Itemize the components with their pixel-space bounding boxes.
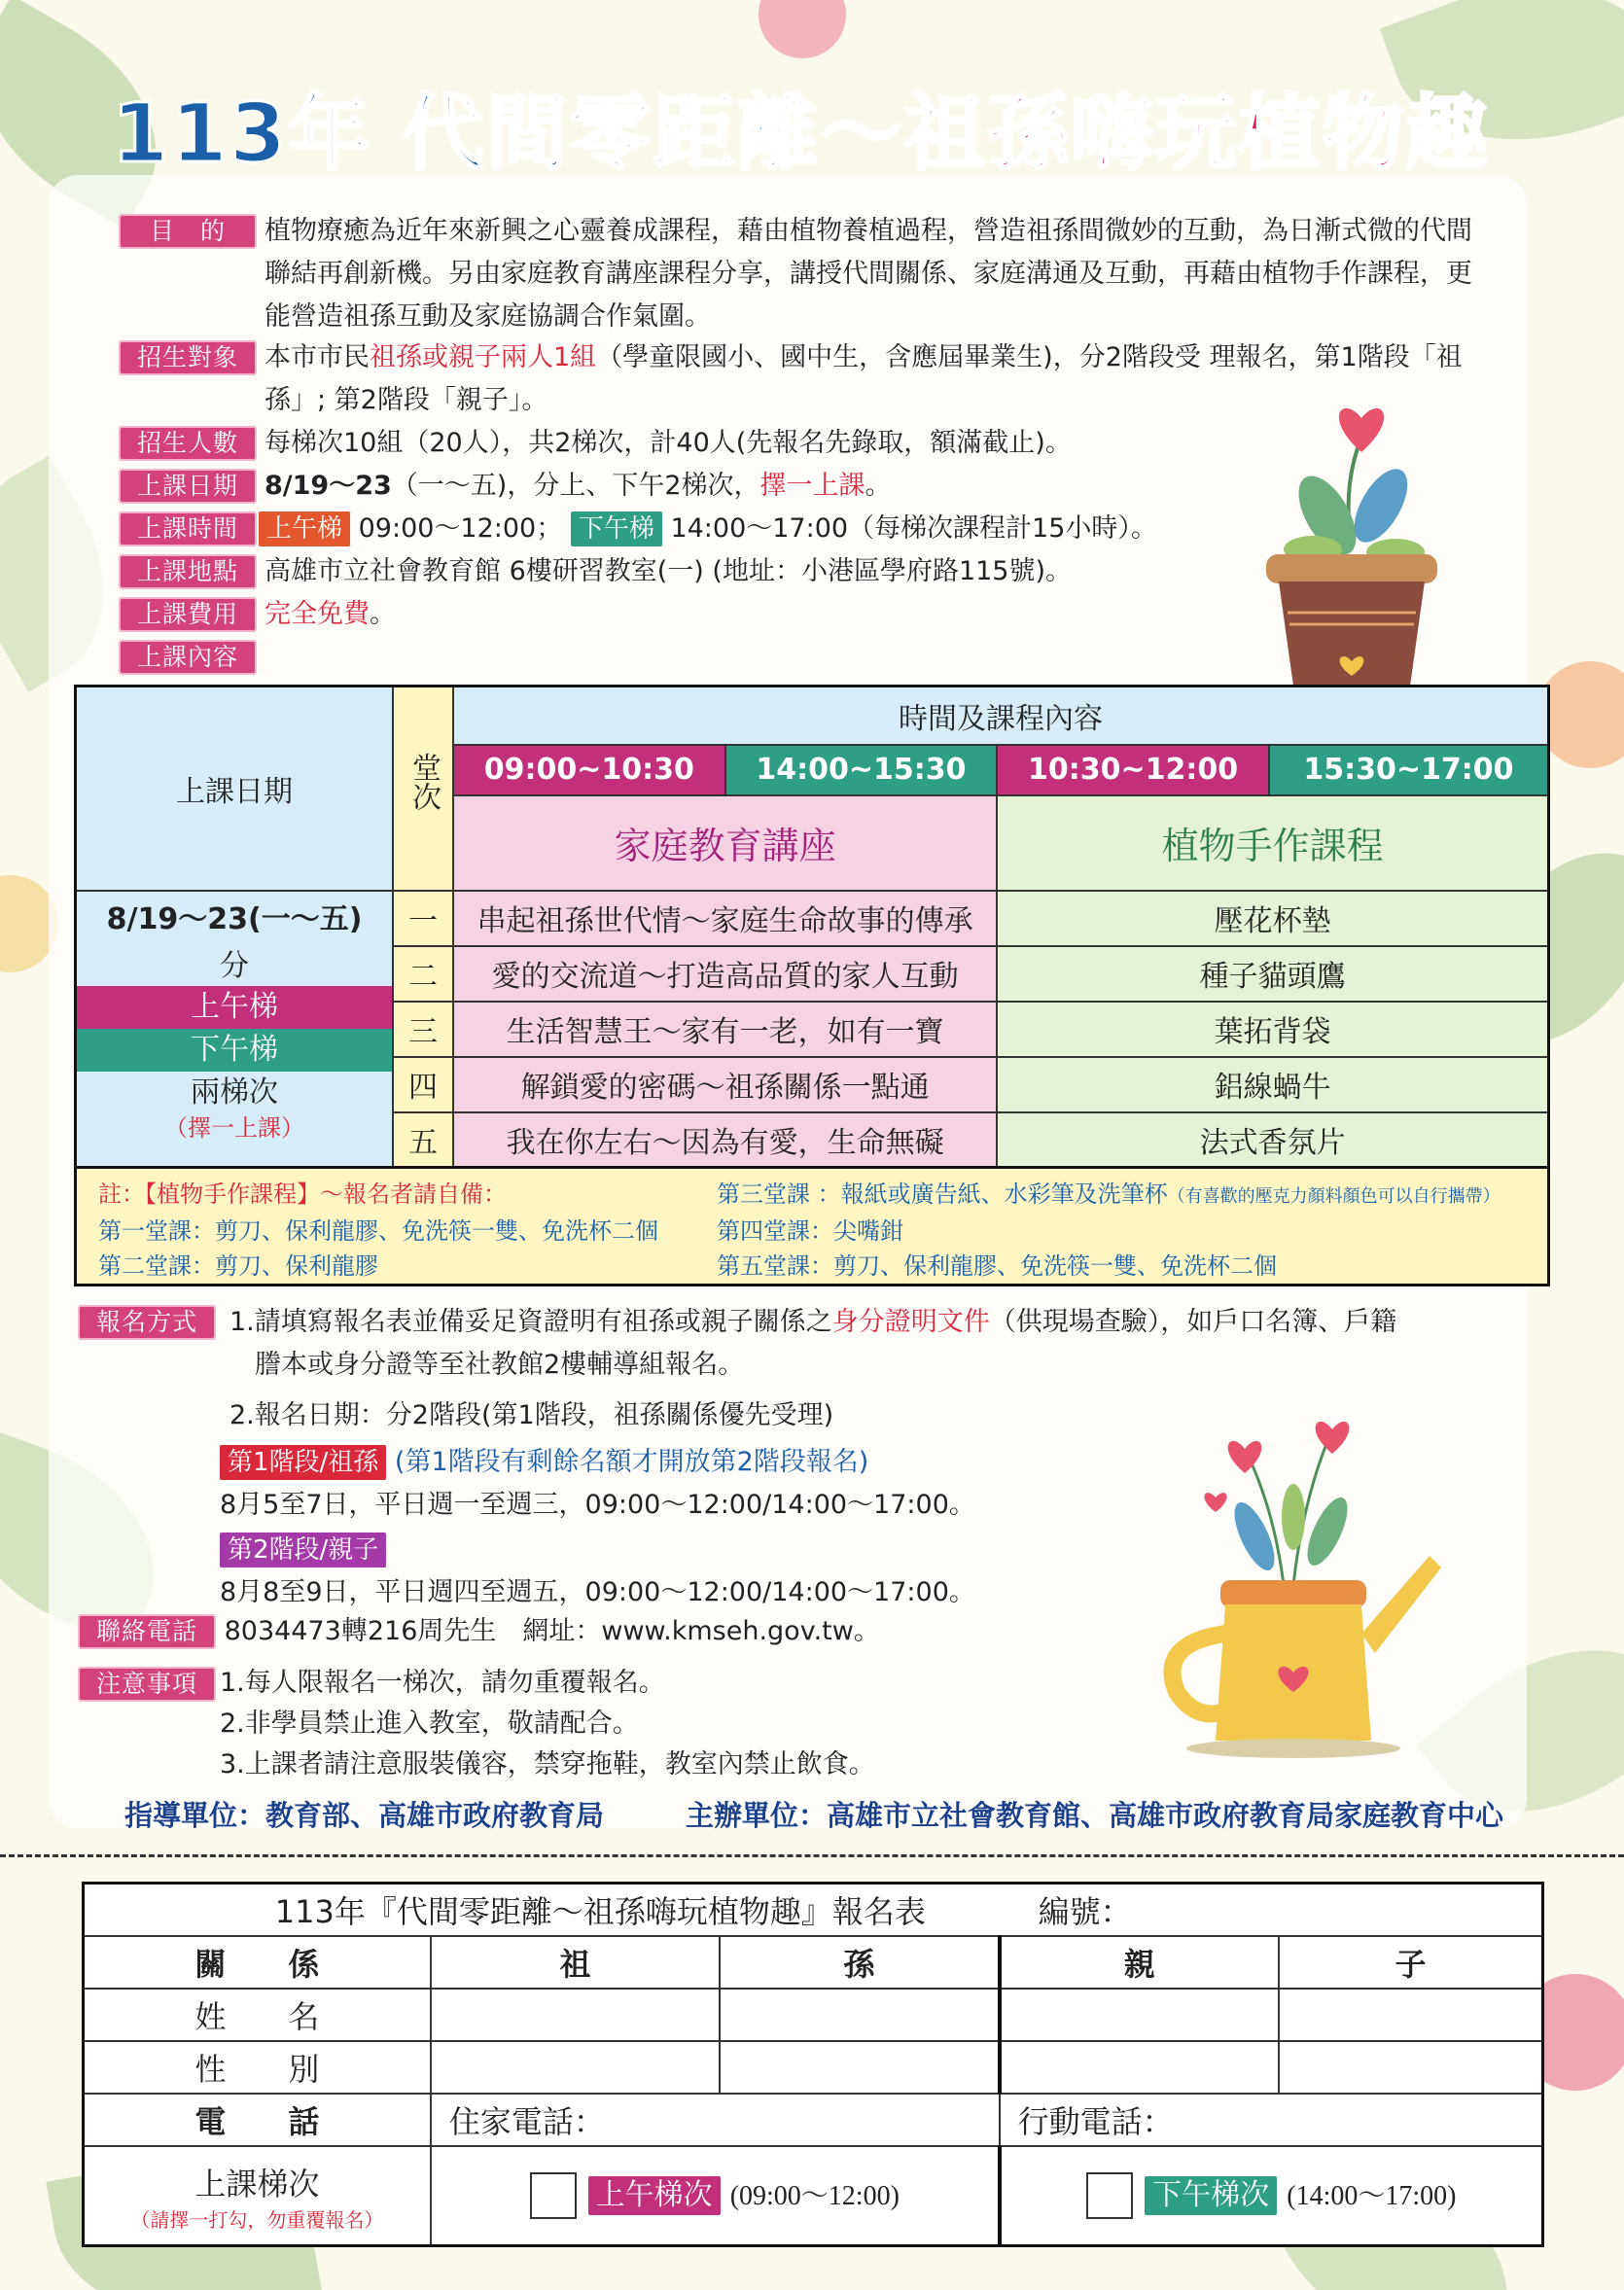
note-title: 註：【植物手作課程】～報名者請自備：	[98, 1180, 507, 1208]
am-choice-tag: 上午梯次	[588, 2176, 721, 2215]
gender-field-grandchild[interactable]	[720, 2041, 999, 2094]
purpose-line: 聯結再創新機。另由家庭教育講座課程分享，講授代間關係、家庭溝通及互動，再藉由植物手作課程，更	[265, 259, 1472, 289]
session-number: 五	[393, 1112, 453, 1168]
gender-field-child[interactable]	[1279, 2041, 1542, 2094]
time-slot: 09:00~10:30	[453, 745, 725, 795]
grandchild-col: 孫	[720, 1936, 999, 1989]
session-number: 二	[393, 946, 453, 1002]
craft-title: 葉拓背袋	[997, 1002, 1548, 1057]
date-text	[265, 465, 892, 508]
date-label: 上課日期	[119, 469, 257, 504]
target-pre: 本市市民	[265, 342, 370, 372]
session-choice-note: （請擇一打勾，勿重覆報名）	[130, 2207, 384, 2232]
note-item: 第二堂課：剪刀、保利龍膠	[98, 1252, 378, 1280]
name-field-parent[interactable]	[1000, 1989, 1279, 2041]
title-part1: 113年 代間零距離～	[112, 86, 904, 181]
target-post: （學童限國小、國中生，含應屆畢業生)，分2階段受 理報名，第1階段「祖	[596, 342, 1463, 372]
name-label: 姓 名	[84, 1989, 431, 2041]
count-text: 每梯次10組（20人），共2梯次，計40人(先報名先錄取，額滿截止)。	[265, 428, 1072, 458]
fee-label: 上課費用	[119, 597, 257, 632]
session-number: 四	[393, 1057, 453, 1112]
note-item: 第一堂課：剪刀、保利龍膠、免洗筷一雙、免洗杯二個	[98, 1217, 658, 1245]
flower-decoration	[759, 0, 846, 58]
date-header: 上課日期	[76, 687, 394, 891]
am-choice[interactable]	[431, 2146, 1000, 2246]
title-part2: 祖孫嗨玩植物趣	[903, 86, 1490, 181]
phone-label: 電 話	[84, 2094, 431, 2146]
signup-line1-pre: 1.請填寫報名表並備妥足資證明有祖孫或親子關係之	[229, 1307, 832, 1337]
date-end: 。	[865, 471, 892, 501]
gender-field-grandparent[interactable]	[431, 2041, 720, 2094]
materials-note	[74, 1169, 1550, 1286]
target-highlight: 祖孫或親子兩人1組	[370, 342, 597, 372]
pm-tag: 下午梯	[571, 511, 662, 546]
signup-line1-post: （供現場查驗），如戶口名簿、戶籍	[989, 1307, 1397, 1337]
stage1-date: 8月5至7日，平日週一至週三，09:00～12:00/14:00～17:00。	[220, 1490, 975, 1520]
notice-item: 1.每人限報名一梯次，請勿重覆報名。	[220, 1668, 665, 1698]
pm-choice[interactable]	[1000, 2146, 1543, 2246]
note-item	[717, 1175, 1500, 1209]
date-bold: 8/19～23	[265, 471, 392, 501]
date-mid: （一～五)，分上、下午2梯次，	[391, 471, 760, 501]
form-serial: 編號：	[1000, 1884, 1543, 1937]
name-field-grandchild[interactable]	[720, 1989, 999, 2041]
count-label: 招生人數	[119, 426, 257, 461]
contact-text: 8034473轉216周先生 網址：www.kmseh.gov.tw。	[224, 1616, 880, 1646]
guide-unit: 指導單位：教育部、高雄市政府教育局	[124, 1799, 605, 1832]
course-lecture-header: 家庭教育講座	[453, 795, 997, 891]
mobile-phone-field[interactable]: 行動電話：	[1000, 2094, 1543, 2146]
home-phone-field[interactable]: 住家電話：	[431, 2094, 1000, 2146]
note-item-3a: 第三堂課 ：報紙或廣告紙、水彩筆及洗筆杯	[717, 1180, 1168, 1208]
craft-title: 種子貓頭鷹	[997, 946, 1548, 1002]
stage2-row	[220, 1529, 386, 1571]
flower-pot-illustration	[1245, 379, 1459, 710]
time-label: 上課時間	[119, 511, 257, 546]
stage1-tag: 第1階段/祖孫	[220, 1445, 386, 1480]
fee-end: 。	[370, 599, 396, 629]
lecture-title: 我在你左右～因為有愛，生命無礙	[453, 1112, 997, 1168]
stage1-note: (第1階段有剩餘名額才開放第2階段報名)	[394, 1447, 869, 1477]
form-title: 113年『代間零距離～祖孫嗨玩植物趣』報名表	[84, 1884, 1000, 1937]
note-item: 第五堂課：剪刀、保利龍膠、免洗筷一雙、免洗杯二個	[717, 1252, 1277, 1280]
signup-line1-red: 身分證明文件	[831, 1307, 990, 1337]
contact-label: 聯絡電話	[78, 1614, 216, 1649]
am-tag: 上午梯	[259, 511, 350, 546]
time-header: 時間及課程內容	[453, 687, 1549, 745]
signup-line1	[229, 1301, 1396, 1344]
place-text: 高雄市立社會教育館 6樓研習教室(一) (地址：小港區學府路115號)。	[265, 556, 1073, 586]
lecture-title: 解鎖愛的密碼～祖孫關係一點通	[453, 1057, 997, 1112]
notice-item: 2.非學員禁止進入教室，敬請配合。	[220, 1709, 639, 1739]
time-slot: 14:00~15:30	[725, 745, 998, 795]
stage1-row	[220, 1441, 868, 1484]
target-line2: 孫」; 第2階段「親子」。	[265, 385, 548, 415]
stage2-date: 8月8至9日，平日週四至週五，09:00～12:00/14:00～17:00。	[220, 1577, 975, 1607]
purpose-text	[265, 210, 1472, 338]
time-slot: 15:30~17:00	[1269, 745, 1549, 795]
place-label: 上課地點	[119, 554, 257, 589]
host-unit: 主辦單位：高雄市立社會教育館、高雄市政府教育局家庭教育中心	[686, 1799, 1504, 1832]
date-range: 8/19～23(一～五)	[106, 901, 363, 936]
name-field-grandparent[interactable]	[431, 1989, 720, 2041]
am-session-label: 上午梯	[77, 986, 392, 1029]
registration-form	[82, 1882, 1544, 2247]
name-field-child[interactable]	[1279, 1989, 1542, 2041]
notice-item: 3.上課者請注意服裝儀容，禁穿拖鞋，教室內禁止飲食。	[220, 1749, 875, 1779]
choose-one: （擇一上課）	[164, 1113, 305, 1142]
cut-line	[0, 1854, 1624, 1857]
session-header-text: 堂次	[406, 752, 441, 811]
page-title	[112, 68, 1490, 186]
pm-time: 14:00～17:00（每梯次課程計15小時）。	[670, 513, 1157, 544]
pm-session-label: 下午梯	[77, 1029, 392, 1072]
grandparent-col: 祖	[431, 1936, 720, 1989]
signup-line2: 謄本或身分證等至社教館2樓輔導組報名。	[255, 1350, 745, 1380]
signup-label: 報名方式	[78, 1305, 216, 1340]
am-time: 09:00～12:00；	[358, 513, 563, 544]
note-item: 第四堂課：尖嘴鉗	[717, 1217, 903, 1245]
stage2-tag: 第2階段/親子	[220, 1533, 386, 1568]
gender-field-parent[interactable]	[1000, 2041, 1279, 2094]
content-label: 上課內容	[119, 640, 257, 675]
fee-highlight: 完全免費	[265, 599, 370, 629]
contact-row	[78, 1610, 880, 1653]
schedule-table	[74, 685, 1550, 1169]
craft-title: 鋁線蝸牛	[997, 1057, 1548, 1112]
split-text: 分	[220, 948, 250, 983]
lecture-title: 愛的交流道～打造高品質的家人互動	[453, 946, 997, 1002]
session-number: 一	[393, 891, 453, 946]
pm-choice-time: (14:00～17:00)	[1287, 2181, 1457, 2211]
child-col: 子	[1279, 1936, 1542, 1989]
am-checkbox[interactable]	[530, 2172, 577, 2219]
session-choice-text: 上課梯次	[194, 2165, 320, 2202]
fee-text	[265, 593, 396, 636]
target-label: 招生對象	[119, 340, 257, 375]
date-cell	[76, 891, 394, 1168]
relation-label: 關 係	[84, 1936, 431, 1989]
pm-choice-tag: 下午梯次	[1145, 2176, 1277, 2215]
time-slot: 10:30~12:00	[997, 745, 1269, 795]
gender-label: 性 別	[84, 2041, 431, 2094]
pm-checkbox[interactable]	[1086, 2172, 1133, 2219]
course-craft-header: 植物手作課程	[997, 795, 1548, 891]
parent-col: 親	[1000, 1936, 1279, 1989]
purpose-line: 能營造祖孫互動及家庭協調合作氣圍。	[265, 301, 711, 332]
watering-can-illustration	[1138, 1361, 1449, 1770]
lecture-title: 串起祖孫世代情～家庭生命故事的傳承	[453, 891, 997, 946]
signup-line3: 2.報名日期：分2階段(第1階段，祖孫關係優先受理)	[229, 1400, 834, 1430]
lecture-title: 生活智慧王～家有一老，如有一寶	[453, 1002, 997, 1057]
date-highlight: 擇一上課	[759, 471, 865, 501]
note-item-3b: （有喜歡的壓克力顏料顏色可以自行攜帶）	[1167, 1186, 1500, 1207]
session-header	[393, 687, 453, 891]
am-choice-time: (09:00～12:00)	[729, 2181, 900, 2211]
two-sessions: 兩梯次	[191, 1075, 279, 1110]
purpose-line: 植物療癒為近年來新興之心靈養成課程，藉由植物養植過程，營造祖孫間微妙的互動，為日漸式微的代間	[265, 216, 1472, 246]
session-choice-label	[84, 2146, 431, 2246]
craft-title: 法式香氛片	[997, 1112, 1548, 1168]
session-number: 三	[393, 1002, 453, 1057]
craft-title: 壓花杯墊	[997, 891, 1548, 946]
purpose-label: 目 的	[119, 214, 257, 249]
time-text	[259, 508, 1157, 550]
notice-label: 注意事項	[78, 1667, 216, 1702]
